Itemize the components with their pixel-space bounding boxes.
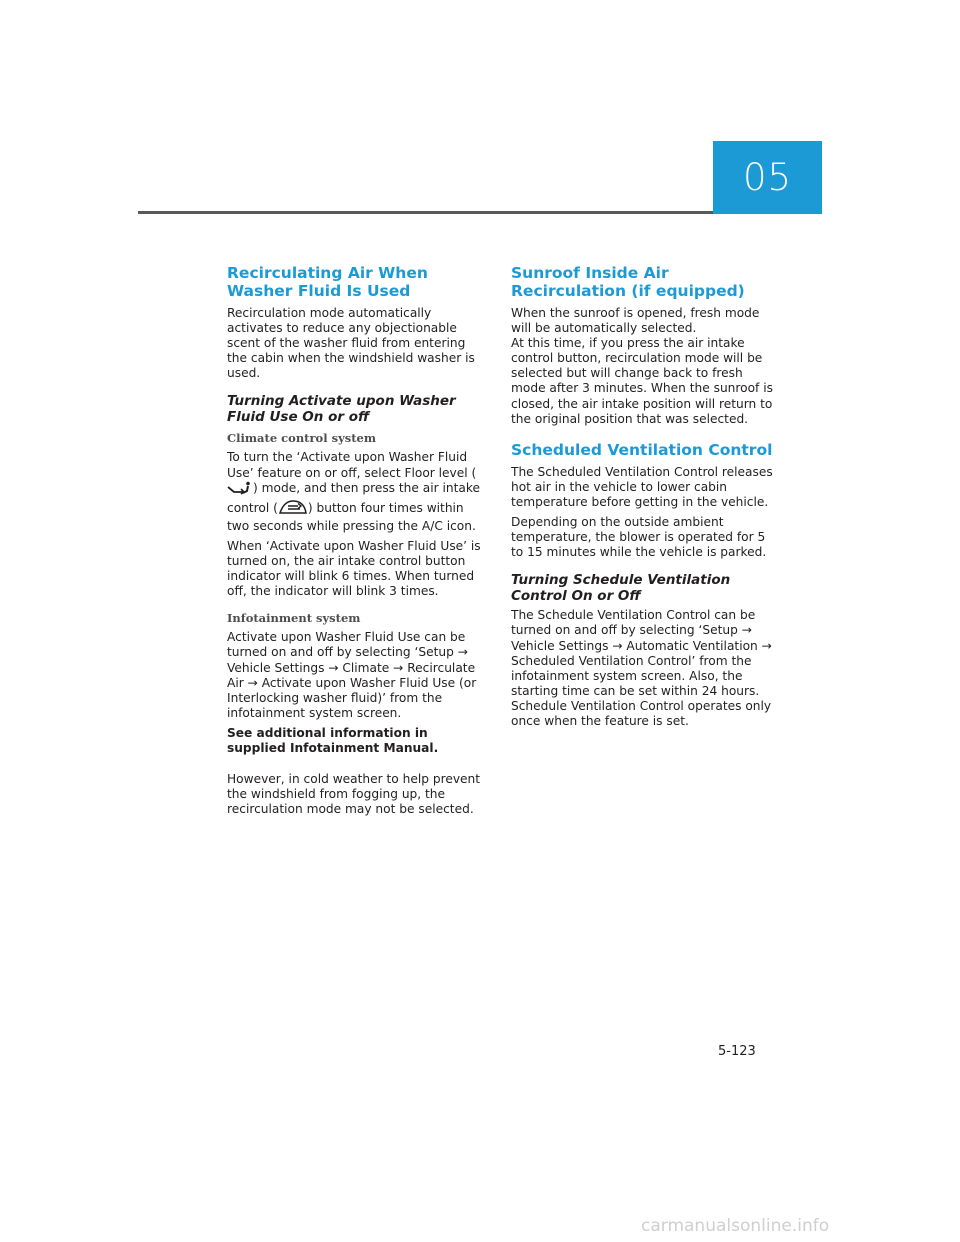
air-intake-recirculation-icon xyxy=(278,499,308,519)
section-title-washer-recirculation: Recirculating Air When Washer Fluid Is Used xyxy=(227,264,428,300)
watermark: carmanualsonline.info xyxy=(641,1216,830,1236)
sunroof-paragraph-1: When the sunroof is opened, fresh mode will be automatically selected. xyxy=(511,306,760,336)
washer-recirculation-intro: Recirculation mode automatically activates to reduce any objectionable scent of the washer fluid from entering the cabin when the windshield washer is used. xyxy=(227,306,475,381)
climate-instructions-paragraph xyxy=(227,450,489,533)
schedule-ventilation-instructions: The Schedule Ventilation Control can be turned on and off by selecting ‘Setup → Vehicle Settings → Automatic Ventilation → Scheduled Ventilation Control’ from the infotainment system screen. Also, the starting time can be set within 24 hours. Schedule Ventilation Control operates only once when the feature is set. xyxy=(511,608,772,728)
floor-level-mode-icon xyxy=(227,481,253,499)
page-number: 5-123 xyxy=(718,1044,756,1059)
sunroof-paragraph-2: At this time, if you press the air intake control button, recirculation mode will be selected but will change back to fresh mode after 3 minutes. When the sunroof is closed, the air intake position will return to the original position that was selected. xyxy=(511,336,773,426)
climate-control-heading: Climate control system xyxy=(227,431,377,446)
scheduled-paragraph-1: The Scheduled Ventilation Control releases hot air in the vehicle to lower cabin temperature before getting in the vehicle. xyxy=(511,464,773,509)
left-column xyxy=(227,264,489,822)
infotainment-heading: Infotainment system xyxy=(227,611,361,626)
climate-indicator-paragraph: When ‘Activate upon Washer Fluid Use’ is turned on, the air intake control button indicator will blink 6 times. When turned off, the indicator will blink 3 times. xyxy=(227,538,481,599)
cold-weather-note: However, in cold weather to help prevent the windshield from fogging up, the recirculation mode may not be selected. xyxy=(227,772,481,817)
subsection-title-schedule-ventilation: Turning Schedule Ventilation Control On or Off xyxy=(511,572,731,605)
header-divider xyxy=(138,211,713,214)
infotainment-instructions: Activate upon Washer Fluid Use can be turned on and off by selecting ‘Setup → Vehicle Settings → Climate → Recirculate Air → Activate upon Washer Fluid Use (or Interlocking washer fluid)’ from the infotainment system screen. xyxy=(227,630,477,720)
section-title-scheduled-ventilation: Scheduled Ventilation Control xyxy=(511,440,773,459)
climate-text-part2: ) mode, and then press the air intake control ( xyxy=(227,480,480,515)
right-column xyxy=(511,264,773,734)
subsection-title-activate-washer: Turning Activate upon Washer Fluid Use On or off xyxy=(227,393,456,426)
chapter-number-tab: 05 xyxy=(713,141,822,214)
scheduled-paragraph-2: Depending on the outside ambient temperature, the blower is operated for 5 to 15 minutes while the vehicle is parked. xyxy=(511,515,767,560)
section-title-sunroof: Sunroof Inside Air Recirculation (if equipped) xyxy=(511,264,745,300)
climate-text-part3: ) button four times within two seconds while pressing the A/C icon. xyxy=(227,500,476,533)
climate-text-part1: To turn the ‘Activate upon Washer Fluid Use’ feature on or off, select Floor level ( xyxy=(227,450,477,480)
infotainment-manual-note: See additional information in supplied Infotainment Manual. xyxy=(227,725,439,755)
